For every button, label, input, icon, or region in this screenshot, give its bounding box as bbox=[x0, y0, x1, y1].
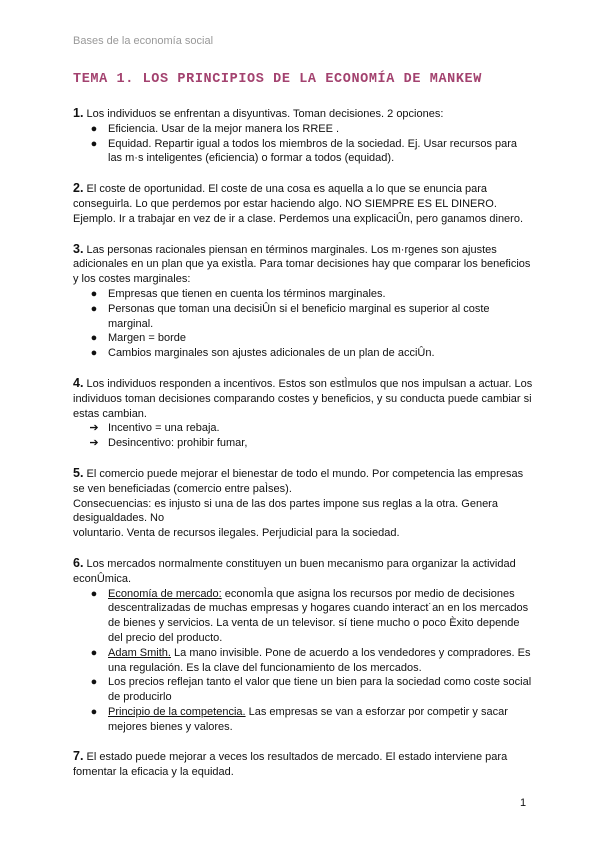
section-7 bbox=[73, 749, 533, 780]
section-number: 5. bbox=[73, 465, 84, 480]
bullet-list bbox=[73, 122, 533, 166]
list-item: ● Personas que toman una decisiÛn si el beneficio marginal es superior al coste marginal. bbox=[108, 302, 533, 332]
bullet-icon: ● bbox=[90, 587, 98, 600]
list-item: ● Adam Smith. La mano invisible. Pone de acuerdo a los vendedores y compradores. Es una regulación. Es la clave del funcionamiento de los mercados. bbox=[108, 646, 533, 676]
bullet-icon: ● bbox=[90, 137, 98, 150]
section-number: 1. bbox=[73, 106, 84, 120]
term-label: Adam Smith. bbox=[108, 646, 171, 659]
bullet-icon: ● bbox=[90, 287, 98, 300]
arrow-list bbox=[73, 421, 533, 451]
section-text: Los individuos se enfrentan a disyuntivas. Toman decisiones. 2 opciones: bbox=[86, 108, 444, 120]
list-item: ➔ Desincentivo: prohibir fumar, bbox=[89, 437, 248, 450]
list-item: ● Los precios reflejan tanto el valor que tiene un bien para la sociedad como coste social de producirlo bbox=[108, 675, 533, 705]
section-text: Los individuos responden a incentivos. Estos son estÌmulos que nos impulsan a actuar. Los individuos toman decisiones comparando costes y beneficios, y su conducta puede cambiar si estas cambian. bbox=[73, 377, 533, 420]
bullet-icon: ● bbox=[90, 347, 98, 360]
section-text: El comercio puede mejorar el bienestar de todo el mundo. Por competencia las empresas se ven beneficiadas (comercio entre paÌses). bbox=[73, 467, 524, 495]
page-header: Bases de la economía social bbox=[73, 35, 214, 47]
section-number: 6. bbox=[73, 555, 84, 570]
section-number: 2. bbox=[73, 181, 84, 196]
term-label: Economía de mercado: bbox=[108, 587, 222, 600]
list-item: ● Margen = borde bbox=[108, 331, 533, 346]
bullet-icon: ● bbox=[90, 122, 98, 135]
page-number: 1 bbox=[520, 797, 527, 809]
section-1 bbox=[73, 106, 533, 166]
section-text: El estado puede mejorar a veces los resultados de mercado. El estado interviene para fomentar la eficacia y la equidad. bbox=[73, 751, 508, 779]
section-5 bbox=[73, 466, 533, 541]
term-label: Principio de la competencia. bbox=[108, 705, 246, 718]
section-text: voluntario. Venta de recursos ilegales. Perjudicial para la sociedad. bbox=[73, 527, 400, 540]
section-2 bbox=[73, 181, 533, 226]
list-item: ● Empresas que tienen en cuenta los términos marginales. bbox=[108, 287, 533, 302]
list-item: ● Cambios marginales son ajustes adicionales de un plan de acciÛn. bbox=[108, 346, 533, 361]
bullet-list bbox=[73, 587, 533, 735]
section-3 bbox=[73, 242, 533, 361]
section-text: Consecuencias: es injusto si una de las dos partes impone sus reglas a la otra. Genera desigualdades. No bbox=[73, 497, 498, 525]
section-number: 3. bbox=[73, 241, 84, 256]
arrow-icon: ➔ bbox=[89, 422, 99, 435]
document-body bbox=[73, 106, 533, 795]
bullet-icon: ● bbox=[90, 646, 98, 659]
arrow-icon: ➔ bbox=[89, 437, 99, 450]
section-text: El coste de oportunidad. El coste de una cosa es aquella a lo que se enuncia para conseguirla. Lo que perdemos por estar haciendo algo. NO SIEMPRE ES EL DINERO. Ejemplo. Ir a trabajar en vez de ir a clase. Perdemos una explicaciÛn, pero ganamos dinero. bbox=[73, 183, 524, 225]
section-text: Las personas racionales piensan en términos marginales. Los m·rgenes son ajustes adicionales en un plan que ya existÌa. Para tomar decisiones hay que comparar los beneficios y los costes marginales: bbox=[73, 243, 531, 286]
bullet-icon: ● bbox=[90, 705, 98, 718]
list-item: ● Eficiencia. Usar de la mejor manera los RREE . bbox=[108, 122, 533, 137]
bullet-list bbox=[73, 287, 533, 361]
section-text: Los mercados normalmente constituyen un buen mecanismo para organizar la actividad econÛmica. bbox=[73, 557, 516, 585]
list-item: ➔ Incentivo = una rebaja. bbox=[89, 422, 220, 435]
list-item: ● Economía de mercado: economÌa que asigna los recursos por medio de decisiones descentralizadas de muchas empresas y hogares cuando interact˙an en los mercados de bienes y servicios. La venta de un televisor. sí tiene mucho o poco Èxito depende del precio del producto. bbox=[108, 587, 533, 646]
document-title: TEMA 1. LOS PRINCIPIOS DE LA ECONOMÍA DE MANKEW bbox=[73, 72, 482, 87]
section-number: 4. bbox=[73, 375, 84, 390]
bullet-icon: ● bbox=[90, 332, 98, 345]
section-number: 7. bbox=[73, 749, 84, 764]
bullet-icon: ● bbox=[90, 302, 98, 315]
section-4 bbox=[73, 376, 533, 451]
bullet-icon: ● bbox=[90, 676, 98, 689]
list-item: ● Principio de la competencia. Las empresas se van a esforzar por competir y sacar mejores bienes y valores. bbox=[108, 705, 533, 735]
list-item: ● Equidad. Repartir igual a todos los miembros de la sociedad. Ej. Usar recursos para las m·s inteligentes (eficiencia) o formar a todos (equidad). bbox=[108, 137, 533, 167]
section-6 bbox=[73, 556, 533, 735]
